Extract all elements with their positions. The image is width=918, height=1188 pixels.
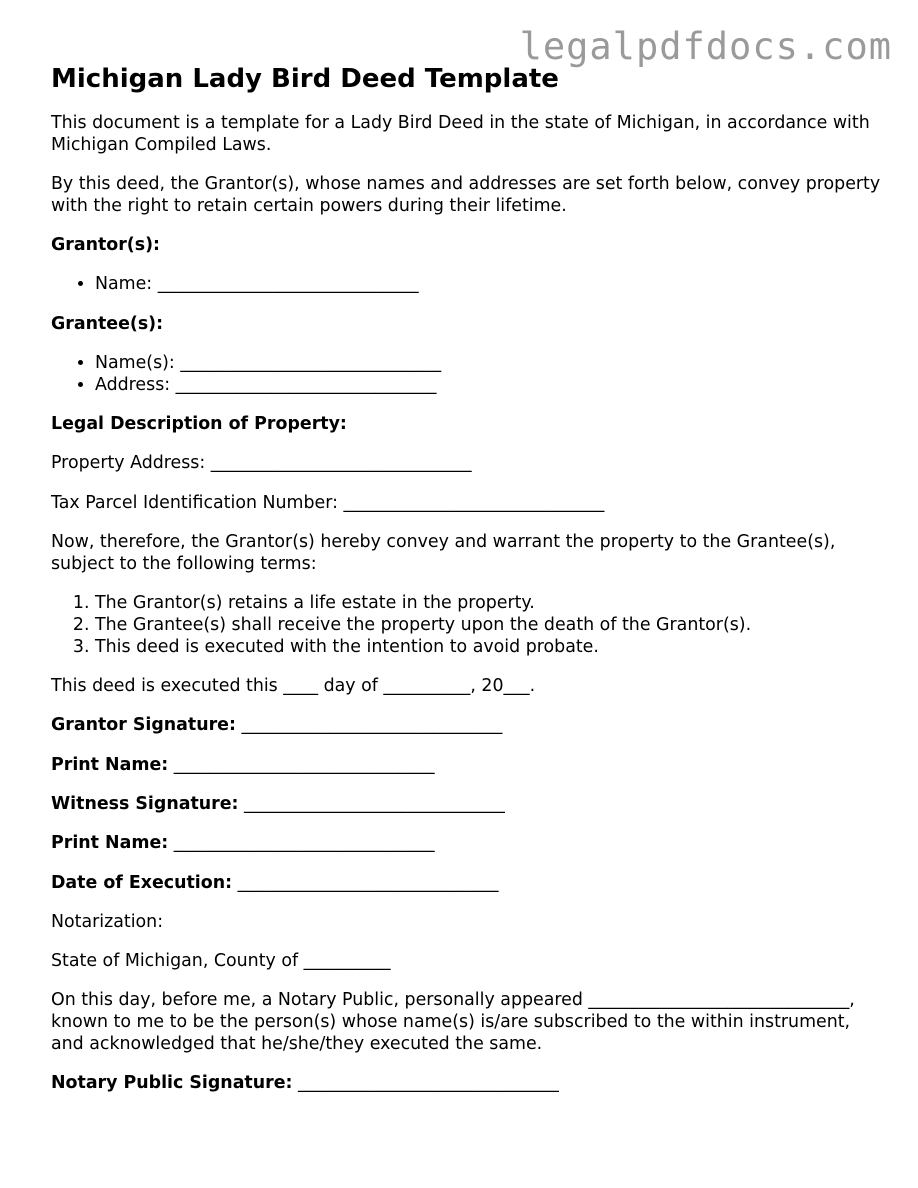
witness-signature-label: Witness Signature:	[51, 793, 239, 814]
print-name-blank: ______________________________	[168, 754, 435, 775]
print-name-label: Print Name:	[51, 833, 169, 854]
notary-signature-line	[51, 1073, 881, 1095]
notarization-heading: Notarization:	[51, 911, 164, 932]
grantee-address-item: • Address: ______________________________	[95, 375, 881, 397]
print-name-blank: ______________________________	[168, 833, 435, 854]
document	[51, 62, 881, 1113]
grantee-heading: Grantee(s):	[51, 313, 164, 334]
legal-description-heading: Legal Description of Property:	[51, 414, 347, 435]
grantor-list	[51, 274, 881, 296]
notary-signature-label: Notary Public Signature:	[51, 1073, 293, 1094]
notary-paragraph: On this day, before me, a Notary Public, personally appeared ______________________________, known to me to be the person(s) whose name(s) is/are subscribed to the within instrument, and acknowledged that he/she/they executed the same.	[51, 990, 855, 1055]
executed-line: This deed is executed this ____ day of __________, 20___.	[51, 676, 536, 697]
print-name-label: Print Name:	[51, 754, 169, 775]
tax-parcel-line: Tax Parcel Identification Number: ______________________________	[51, 492, 605, 513]
grantor-signature-blank: ______________________________	[235, 715, 503, 736]
witness-signature-blank: ______________________________	[238, 793, 505, 814]
print-name-line	[51, 833, 881, 855]
grantee-names-item: • Name(s): ______________________________	[95, 353, 881, 375]
now-therefore-paragraph: Now, therefore, the Grantor(s) hereby convey and warrant the property to the Grantee(s), subject to the following terms:	[51, 532, 836, 574]
term-item: 3. This deed is executed with the intention to avoid probate.	[95, 637, 881, 659]
state-county-line: State of Michigan, County of __________	[51, 951, 391, 972]
notary-signature-blank: ______________________________	[292, 1073, 559, 1094]
intro-paragraph: This document is a template for a Lady Bird Deed in the state of Michigan, in accordance with Michigan Compiled Laws.	[51, 113, 870, 155]
document-title: Michigan Lady Bird Deed Template	[51, 64, 559, 94]
property-address-line: Property Address: ______________________________	[51, 453, 472, 474]
grantor-heading: Grantor(s):	[51, 235, 161, 256]
date-of-execution-line	[51, 873, 881, 895]
grantee-list	[51, 353, 881, 397]
grantor-signature-label: Grantor Signature:	[51, 715, 236, 736]
terms-list	[51, 593, 881, 658]
witness-signature-line	[51, 794, 881, 816]
grantor-signature-line	[51, 715, 881, 737]
print-name-line	[51, 755, 881, 777]
date-of-execution-blank: ______________________________	[232, 872, 499, 893]
date-of-execution-label: Date of Execution:	[51, 872, 233, 893]
term-item: 1. The Grantor(s) retains a life estate in the property.	[95, 593, 881, 615]
conveyance-paragraph: By this deed, the Grantor(s), whose names and addresses are set forth below, convey property with the right to retain certain powers during their lifetime.	[51, 174, 881, 216]
watermark: legalpdfdocs.com	[519, 25, 892, 68]
grantor-name-item: • Name: ______________________________	[95, 274, 881, 296]
term-item: 2. The Grantee(s) shall receive the property upon the death of the Grantor(s).	[95, 615, 881, 637]
